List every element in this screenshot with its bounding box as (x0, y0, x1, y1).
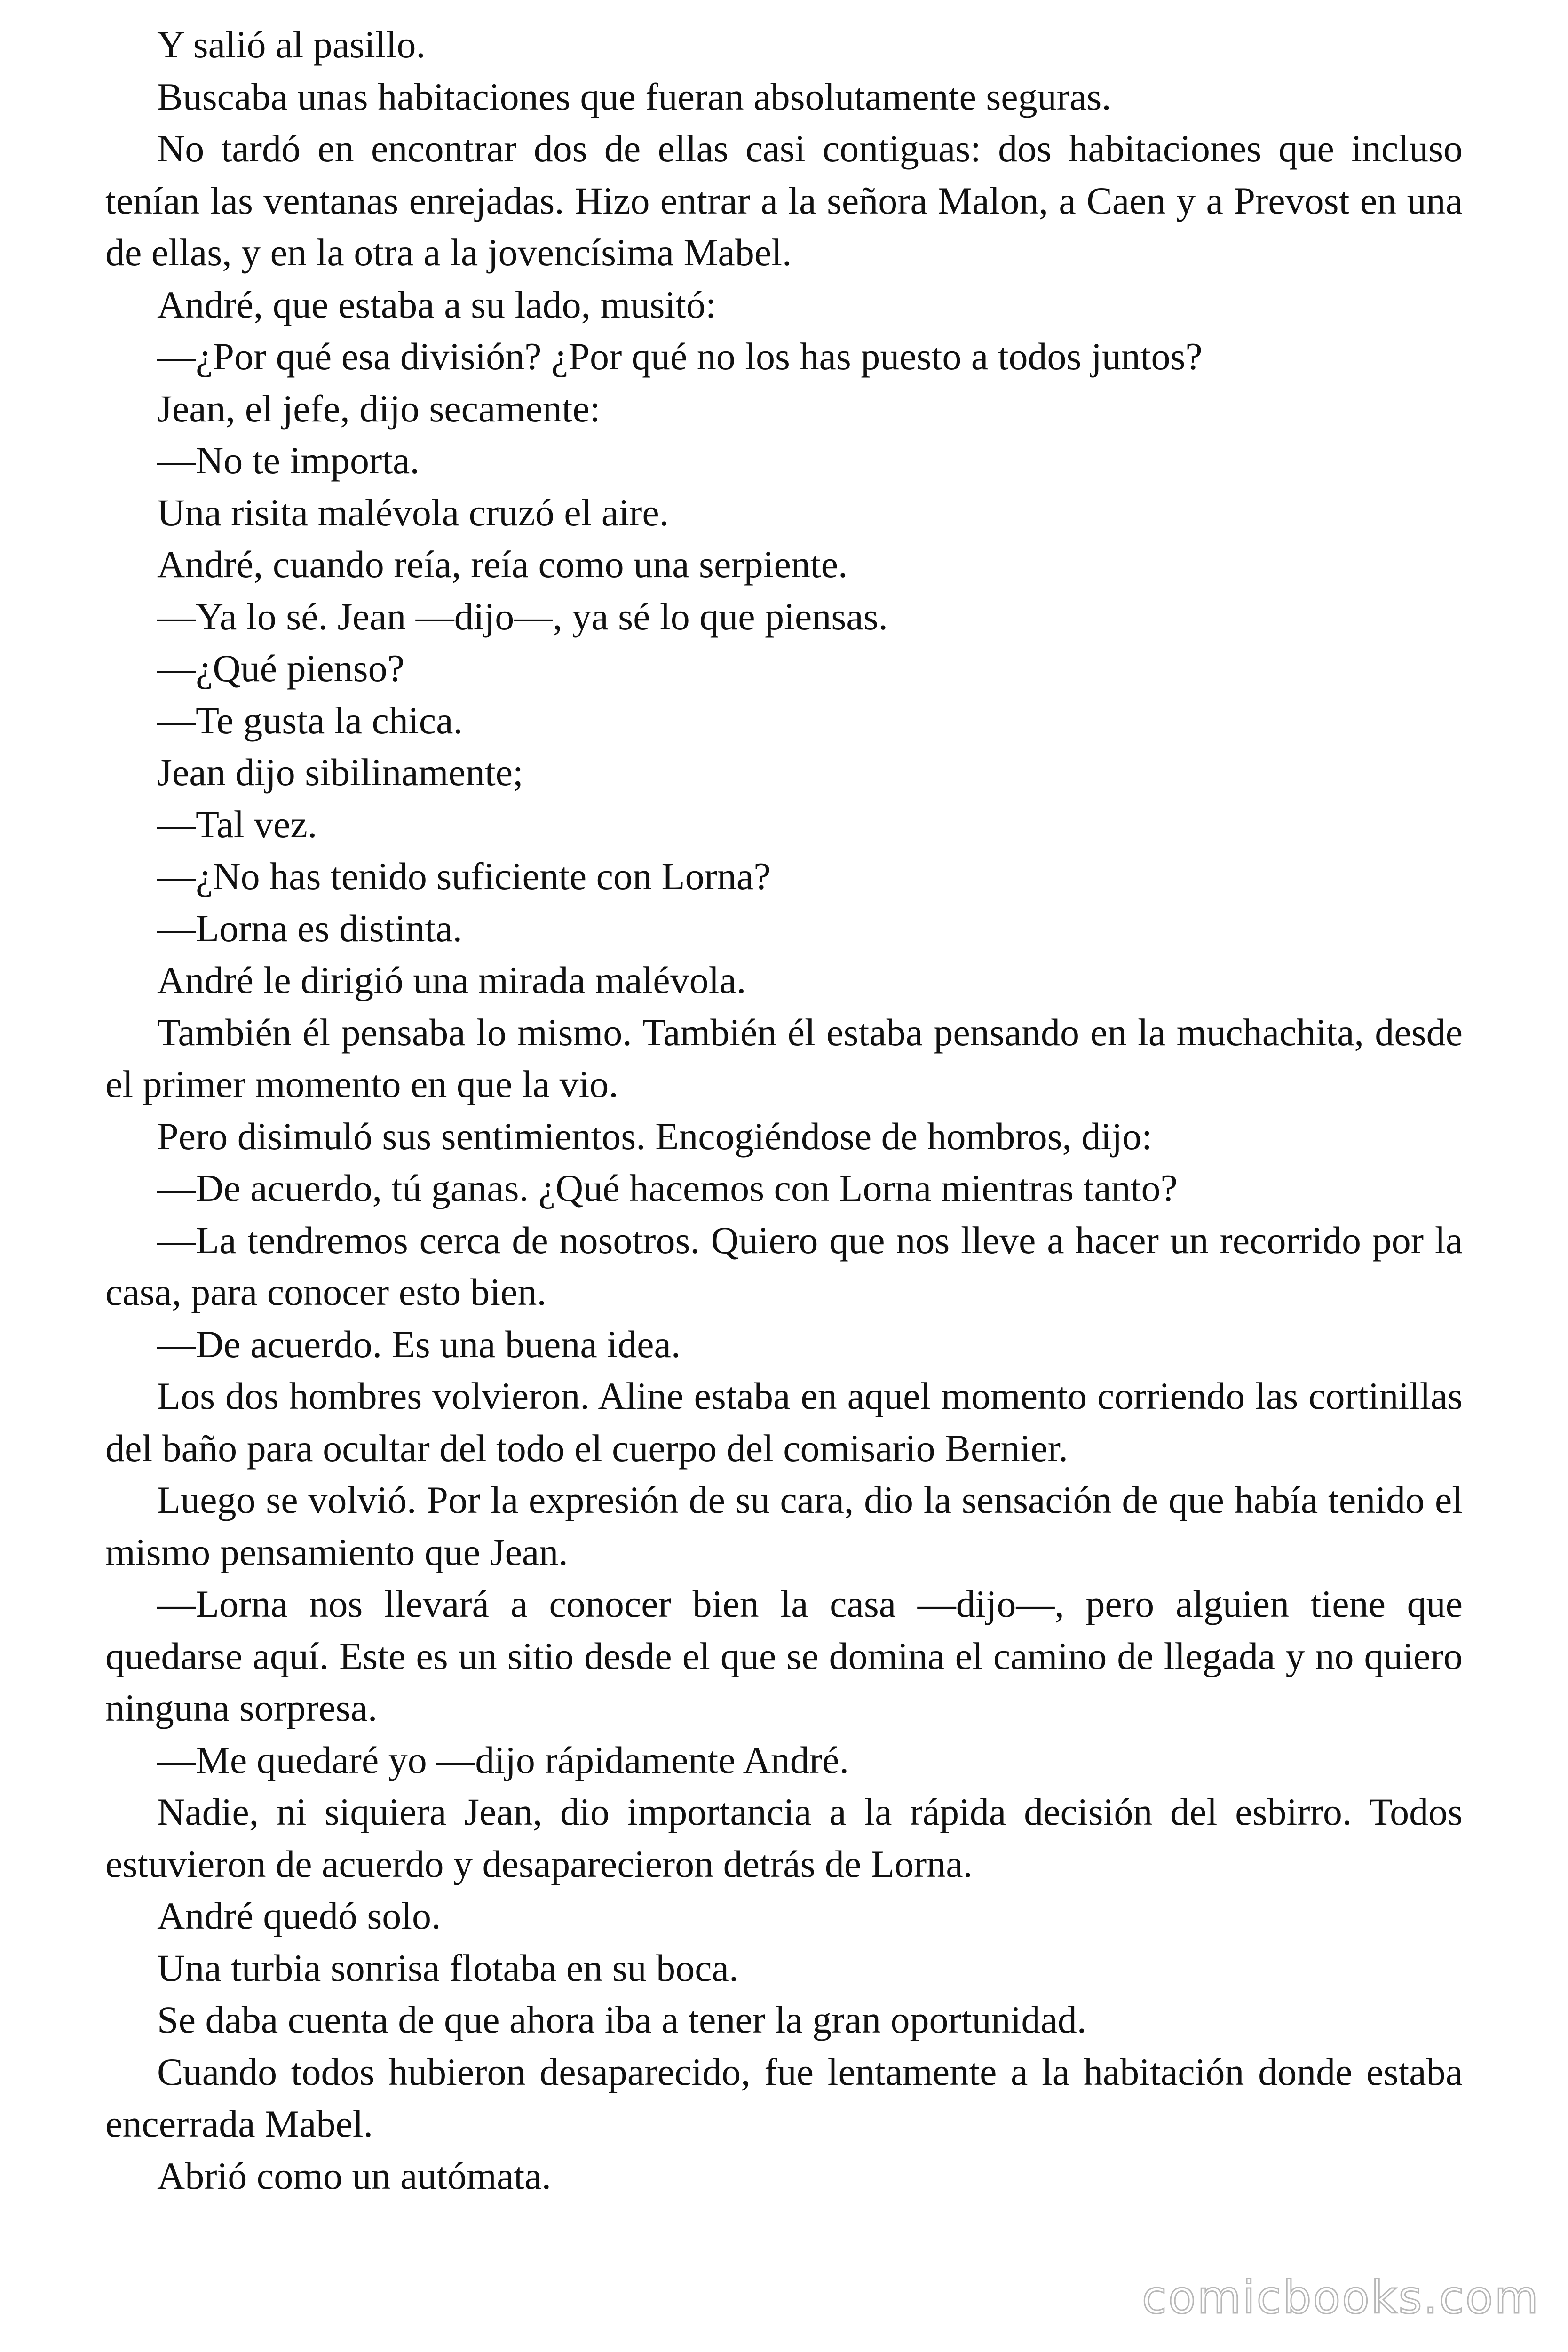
paragraph: André le dirigió una mirada malévola. (157, 959, 746, 1001)
paragraph: Los dos hombres volvieron. Aline estaba en aquel momento corriendo las cortinillas del baño para ocultar del todo el cuerpo del comisario Bernier. (105, 1375, 1463, 1470)
paragraph: Buscaba unas habitaciones que fueran absolutamente seguras. (157, 75, 1111, 118)
paragraph: Cuando todos hubieron desaparecido, fue lentamente a la habitación donde estaba encerrada Mabel. (105, 2050, 1463, 2145)
paragraph: No tardó en encontrar dos de ellas casi contiguas: dos habitaciones que incluso tenían las ventanas enrejadas. Hizo entrar a la señora Malon, a Caen y a Prevost en una de ellas, y en la otra a la jovencísima Mabel. (105, 127, 1463, 274)
paragraph: André, que estaba a su lado, musitó: (157, 283, 716, 326)
paragraph: —La tendremos cerca de nosotros. Quiero que nos lleve a hacer un recorrido por la casa, para conocer esto bien. (105, 1218, 1463, 1313)
paragraph: —Lorna es distinta. (157, 906, 463, 950)
paragraph: —De acuerdo, tú ganas. ¿Qué hacemos con Lorna mientras tanto? (157, 1167, 1178, 1209)
paragraph: Y salió al pasillo. (157, 23, 426, 66)
paragraph: También él pensaba lo mismo. También él estaba pensando en la muchachita, desde el primer momento en que la vio. (105, 1010, 1463, 1105)
paragraph: —¿No has tenido suficiente con Lorna? (157, 855, 771, 898)
body-text (105, 19, 1463, 2202)
paragraph: Abrió como un autómata. (157, 2154, 552, 2197)
paragraph: —¿Qué pienso? (157, 647, 404, 690)
paragraph: Una risita malévola cruzó el aire. (157, 491, 669, 534)
paragraph: —Lorna nos llevará a conocer bien la casa —dijo—, pero alguien tiene que quedarse aquí. Este es un sitio desde el que se domina el camino de llegada y no quiero ninguna sorpresa. (105, 1582, 1463, 1729)
paragraph: Luego se volvió. Por la expresión de su cara, dio la sensación de que había tenido el mismo pensamiento que Jean. (105, 1478, 1463, 1573)
paragraph: Jean dijo sibilinamente; (157, 751, 523, 794)
paragraph: Nadie, ni siquiera Jean, dio importancia a la rápida decisión del esbirro. Todos estuvieron de acuerdo y desaparecieron detrás de Lorna. (105, 1790, 1463, 1885)
paragraph: Jean, el jefe, dijo secamente: (157, 387, 601, 430)
paragraph: —¿Por qué esa división? ¿Por qué no los has puesto a todos juntos? (157, 335, 1203, 378)
paragraph: —Me quedaré yo —dijo rápidamente André. (157, 1738, 849, 1781)
watermark: comicbooks.com (1141, 2271, 1540, 2324)
paragraph: —Tal vez. (157, 803, 317, 846)
paragraph: André, cuando reía, reía como una serpiente. (157, 543, 848, 586)
paragraph: Pero disimuló sus sentimientos. Encogiéndose de hombros, dijo: (157, 1114, 1152, 1158)
paragraph: Se daba cuenta de que ahora iba a tener la gran oportunidad. (157, 1998, 1087, 2041)
paragraph: Una turbia sonrisa flotaba en su boca. (157, 1946, 739, 1989)
paragraph: —Te gusta la chica. (157, 699, 463, 742)
paragraph: —Ya lo sé. Jean —dijo—, ya sé lo que piensas. (157, 595, 888, 638)
paragraph: André quedó solo. (157, 1894, 441, 1937)
paragraph: —No te importa. (157, 439, 420, 482)
paragraph: —De acuerdo. Es una buena idea. (157, 1322, 681, 1366)
